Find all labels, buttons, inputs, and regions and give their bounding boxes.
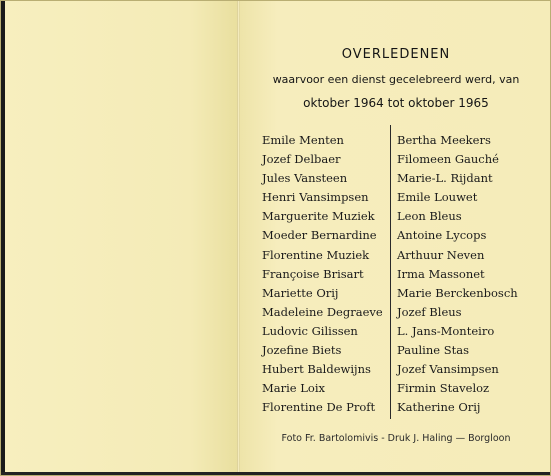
name-entry: Ludovic Gilissen bbox=[262, 323, 358, 338]
name-entry: Marguerite Muziek bbox=[262, 209, 375, 224]
name-entry: Moeder Bernardine bbox=[262, 228, 377, 243]
name-entry: Pauline Stas bbox=[397, 343, 469, 358]
name-entry: Mariette Orij bbox=[262, 285, 339, 300]
name-entry: Irma Massonet bbox=[397, 266, 485, 281]
name-entry: Emile Louwet bbox=[397, 190, 478, 205]
name-entry: Henri Vansimpsen bbox=[262, 190, 369, 205]
name-entry: Jozef Delbaer bbox=[262, 152, 341, 167]
name-entry: L. Jans-Monteiro bbox=[397, 323, 495, 338]
name-entry: Emile Menten bbox=[262, 133, 344, 147]
name-entry: Marie Loix bbox=[262, 381, 325, 396]
scan-edge-left bbox=[1, 1, 5, 476]
name-entry: Filomeen Gauché bbox=[397, 152, 499, 167]
column-divider bbox=[390, 125, 391, 419]
name-entry: Madeleine Degraeve bbox=[262, 304, 383, 319]
name-entry: Florentine De Proft bbox=[262, 400, 376, 415]
printer-credit: Foto Fr. Bartolomivis - Druk J. Haling — Borgloon bbox=[281, 433, 511, 444]
page-title: OVERLEDENEN bbox=[341, 47, 451, 62]
name-entry: Jozefine Biets bbox=[262, 343, 342, 358]
name-entry: Jules Vansteen bbox=[262, 171, 348, 186]
right-names-column bbox=[397, 131, 518, 417]
name-entry: Jozef Bleus bbox=[397, 304, 462, 319]
left-names-column bbox=[262, 131, 383, 417]
name-entry: Bertha Meekers bbox=[397, 133, 491, 147]
name-entry: Antoine Lycops bbox=[397, 228, 487, 243]
scan-edge-bottom bbox=[1, 472, 551, 475]
name-entry: Leon Bleus bbox=[397, 209, 462, 224]
name-entry: Marie Berckenbosch bbox=[397, 285, 518, 300]
name-entry: Marie-L. Rijdant bbox=[397, 171, 493, 186]
name-entry: Françoise Brisart bbox=[262, 266, 364, 281]
names-list bbox=[256, 125, 534, 425]
page-subtitle: waarvoor een dienst gecelebreerd werd, van bbox=[272, 73, 520, 86]
period-line: oktober 1964 tot oktober 1965 bbox=[303, 96, 489, 110]
card-left-panel bbox=[1, 1, 237, 476]
name-entry: Firmin Staveloz bbox=[397, 381, 490, 396]
name-entry: Jozef Vansimpsen bbox=[397, 362, 499, 377]
name-entry: Hubert Baldewijns bbox=[262, 362, 371, 377]
name-entry: Arthuur Neven bbox=[397, 247, 485, 262]
name-entry: Katherine Orij bbox=[397, 400, 481, 415]
name-entry: Florentine Muziek bbox=[262, 247, 370, 262]
